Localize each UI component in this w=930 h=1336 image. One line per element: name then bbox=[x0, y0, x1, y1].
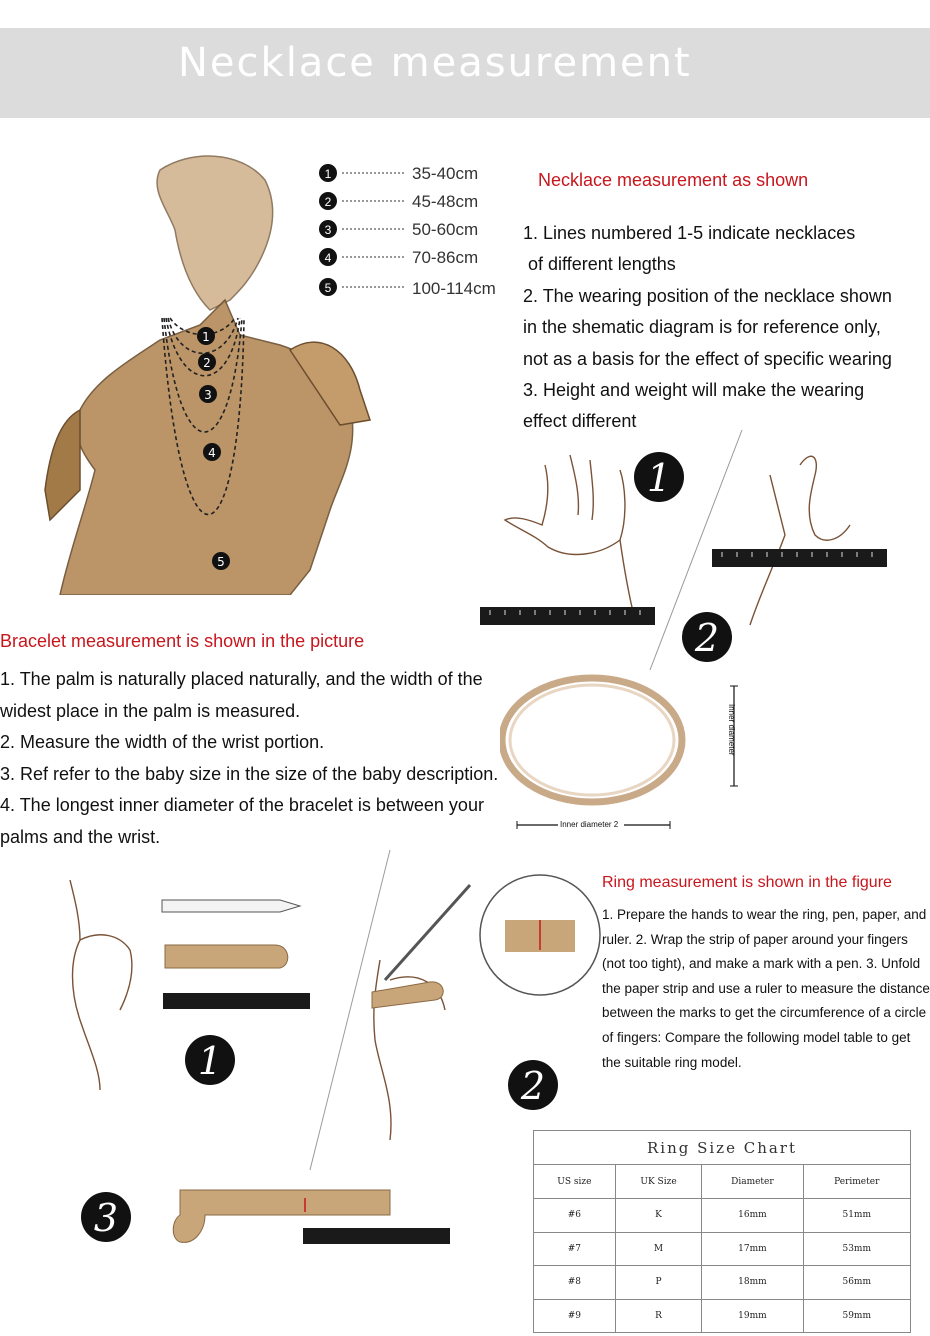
hand-measuring-illustration bbox=[470, 425, 930, 675]
necklace-line: not as a basis for the effect of specific wearing bbox=[523, 348, 892, 369]
ruler-1 bbox=[480, 607, 655, 625]
ruler-2 bbox=[712, 549, 887, 567]
ring-instructions: 1. Prepare the hands to wear the ring, pen, paper, and ruler. 2. Wrap the strip of paper around your fingers (not too tight), and make a mark with a pen. 3. Unfold the paper strip and use a ruler to measure the distance between the marks to get the circumference of a circle of fingers: Compare the following model table to get the suitable ring model. bbox=[602, 907, 930, 1070]
svg-text:1: 1 bbox=[324, 167, 332, 181]
svg-text:4: 4 bbox=[324, 251, 332, 265]
cell: 19mm bbox=[702, 1299, 803, 1333]
column-header: Perimeter bbox=[803, 1165, 911, 1199]
cell: 53mm bbox=[803, 1232, 911, 1266]
cell: 17mm bbox=[702, 1232, 803, 1266]
svg-text:3: 3 bbox=[324, 223, 332, 237]
column-header: UK Size bbox=[615, 1165, 702, 1199]
cell: K bbox=[615, 1199, 702, 1233]
length-label-5: 100-114cm bbox=[412, 279, 496, 298]
necklace-illustration bbox=[40, 150, 510, 595]
length-legend bbox=[319, 164, 496, 298]
bracelet-line: 2. Measure the width of the wrist portion. bbox=[0, 732, 325, 753]
column-header: US size bbox=[534, 1165, 616, 1199]
cell: #6 bbox=[534, 1199, 616, 1233]
necklace-line: 1. Lines numbered 1-5 indicate necklaces bbox=[523, 223, 856, 243]
necklace-line: of different lengths bbox=[523, 254, 676, 275]
bracelet-line: palms and the wrist. bbox=[0, 826, 161, 847]
left-hand-ring-sketch bbox=[70, 880, 132, 1090]
cell: #9 bbox=[534, 1299, 616, 1333]
table-row bbox=[534, 1299, 911, 1333]
necklace-line: in the shematic diagram is for reference only, bbox=[523, 317, 881, 338]
bracelet-line: widest place in the palm is measured. bbox=[0, 700, 301, 721]
marker-1: 1 bbox=[202, 330, 210, 344]
table-row bbox=[534, 1199, 911, 1233]
ruler-4 bbox=[303, 1228, 450, 1244]
table-row bbox=[534, 1232, 911, 1266]
svg-text:2: 2 bbox=[694, 616, 720, 660]
svg-text:2: 2 bbox=[520, 1064, 546, 1108]
marker-3: 3 bbox=[204, 388, 212, 402]
pen-writing bbox=[385, 885, 470, 980]
wrapped-paper bbox=[372, 982, 443, 1008]
bracelet-instructions bbox=[0, 664, 520, 854]
marker-2: 2 bbox=[203, 356, 211, 370]
necklace-heading: Necklace measurement as shown bbox=[538, 170, 809, 190]
length-label-2: 45-48cm bbox=[412, 192, 479, 211]
left-hand-sketch bbox=[505, 455, 635, 620]
cell: 18mm bbox=[702, 1266, 803, 1300]
svg-text:2: 2 bbox=[324, 195, 332, 209]
table-title: Ring Size Chart bbox=[534, 1131, 911, 1165]
paper-strip bbox=[165, 945, 288, 968]
necklace-instructions bbox=[523, 218, 923, 438]
table-row bbox=[534, 1266, 911, 1300]
right-hand-sketch bbox=[750, 456, 850, 625]
ring-measuring-illustration bbox=[40, 850, 605, 1330]
marker-5: 5 bbox=[217, 555, 225, 569]
svg-text:1: 1 bbox=[646, 456, 672, 500]
necklace-line: effect different bbox=[523, 411, 637, 432]
cell: M bbox=[615, 1232, 702, 1266]
necklace-line: 2. The wearing position of the necklace shown bbox=[523, 285, 892, 306]
cell: 56mm bbox=[803, 1266, 911, 1300]
svg-text:5: 5 bbox=[324, 281, 332, 295]
svg-text:3: 3 bbox=[93, 1196, 119, 1240]
ring-size-chart bbox=[533, 1130, 911, 1333]
ring-heading: Ring measurement is shown in the figure bbox=[602, 874, 892, 891]
length-label-1: 35-40cm bbox=[412, 164, 479, 183]
cell: 51mm bbox=[803, 1199, 911, 1233]
length-label-4: 70-86cm bbox=[412, 248, 479, 267]
cell: #8 bbox=[534, 1266, 616, 1300]
length-label-3: 50-60cm bbox=[412, 220, 479, 239]
inner-diameter-2-label: Inner diameter 2 bbox=[560, 820, 619, 829]
pen-sketch bbox=[162, 900, 300, 912]
bracelet-heading: Bracelet measurement is shown in the picture bbox=[0, 631, 365, 651]
svg-text:1: 1 bbox=[197, 1039, 223, 1083]
bangle-diagram bbox=[500, 670, 760, 840]
cell: R bbox=[615, 1299, 702, 1333]
cell: P bbox=[615, 1266, 702, 1300]
ruler-3 bbox=[163, 993, 310, 1009]
cell: 59mm bbox=[803, 1299, 911, 1333]
bracelet-line: 4. The longest inner diameter of the bracelet is between your bbox=[0, 795, 484, 816]
inner-diameter-label: Inner diameter bbox=[727, 704, 736, 756]
bracelet-line: 1. The palm is naturally placed naturally, and the width of the bbox=[0, 669, 483, 689]
cell: 16mm bbox=[702, 1199, 803, 1233]
page-title: Necklace measurement bbox=[178, 40, 692, 86]
column-header: Diameter bbox=[702, 1165, 803, 1199]
bangle-outer bbox=[502, 678, 682, 802]
marker-4: 4 bbox=[208, 446, 216, 460]
cell: #7 bbox=[534, 1232, 616, 1266]
necklace-line: 3. Height and weight will make the wearing bbox=[523, 380, 865, 401]
bracelet-line: 3. Ref refer to the baby size in the size of the baby description. bbox=[0, 763, 499, 784]
